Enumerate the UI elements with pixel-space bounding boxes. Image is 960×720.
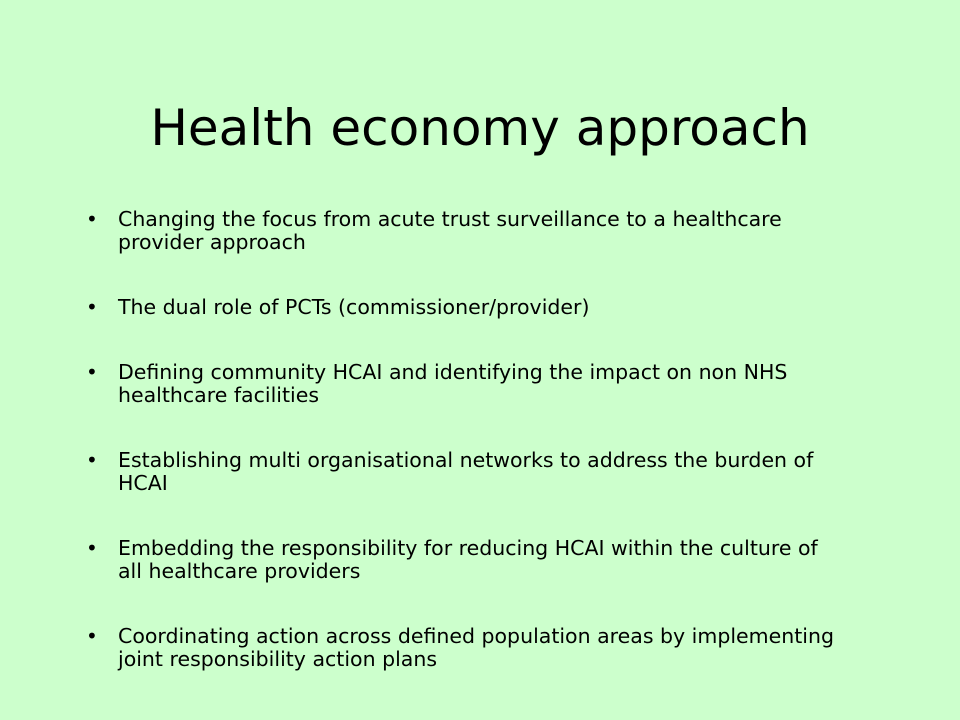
bullet-icon: • xyxy=(86,360,98,384)
bullet-item-1 xyxy=(86,208,846,254)
bullet-item-3 xyxy=(86,361,846,407)
bullet-item-2 xyxy=(86,296,846,319)
bullet-text: Embedding the responsibility for reducing HCAI within the culture of all healthcare providers xyxy=(118,536,818,583)
bullet-icon: • xyxy=(86,207,98,231)
slide-title: Health economy approach xyxy=(150,99,810,157)
bullet-text: Changing the focus from acute trust surveillance to a healthcare provider approach xyxy=(118,207,782,254)
bullet-text: The dual role of PCTs (commissioner/provider) xyxy=(118,295,590,319)
bullet-item-5 xyxy=(86,537,846,583)
bullet-list xyxy=(86,208,846,713)
bullet-icon: • xyxy=(86,536,98,560)
bullet-text: Establishing multi organisational networks to address the burden of HCAI xyxy=(118,448,814,495)
bullet-icon: • xyxy=(86,624,98,648)
bullet-text: Coordinating action across defined population areas by implementing joint responsibility action plans xyxy=(118,624,834,671)
bullet-icon: • xyxy=(86,448,98,472)
bullet-icon: • xyxy=(86,295,98,319)
bullet-item-4 xyxy=(86,449,846,495)
bullet-text: Defining community HCAI and identifying the impact on non NHS healthcare facilities xyxy=(118,360,788,407)
bullet-item-6 xyxy=(86,625,846,671)
